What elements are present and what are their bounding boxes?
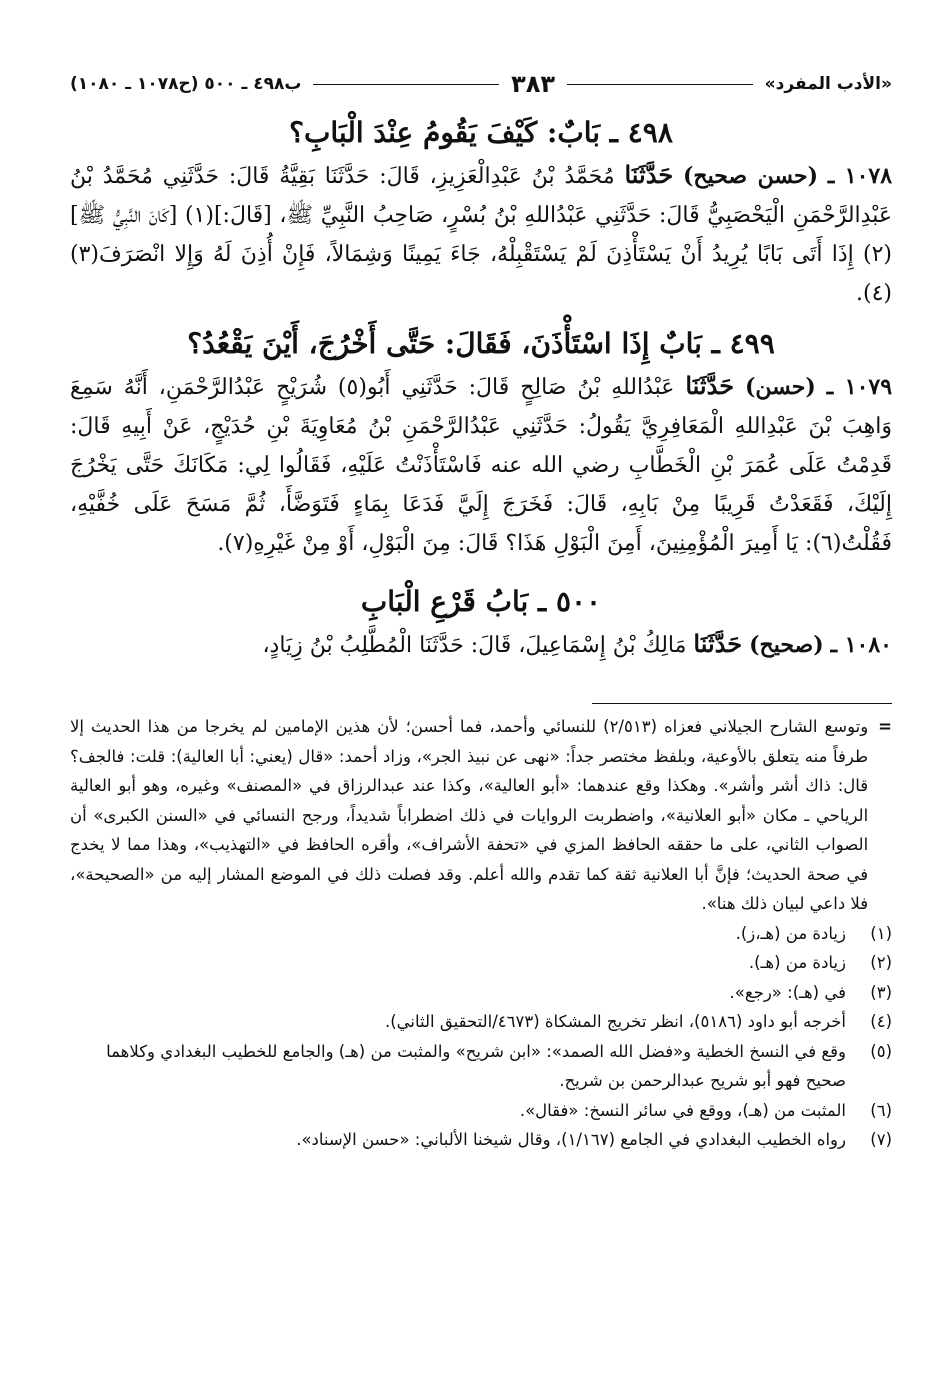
footnotes [70, 712, 892, 1155]
hadith-number: ١٠٧٩ ـ [826, 374, 893, 400]
footnote-item [70, 978, 892, 1008]
footnote-item [70, 948, 892, 978]
footnote-number: (٢) [870, 953, 892, 972]
footnote-text: في (هـ): «رجع». [729, 982, 846, 1002]
footnote-continuation [70, 712, 892, 919]
hadith-grade: (حسن صحيح) [682, 163, 818, 189]
footnote-text: زيادة من (هـ،ز). [735, 923, 846, 943]
hadith-text: مَالِكُ بْنُ إِسْمَاعِيلَ، قَالَ: حَدَّثَنَا الْمُطَّلِبُ بْنُ زِيَادٍ، [262, 633, 687, 658]
chapter-title: ٤٩٨ ـ بَابٌ: كَيْفَ يَقُومُ عِنْدَ الْبَابِ؟ [289, 116, 673, 149]
running-header [70, 66, 892, 102]
chapter-title: ٥٠٠ ـ بَابُ قَرْعِ الْبَابِ [360, 585, 602, 618]
footnote-text: زيادة من (هـ). [748, 953, 846, 972]
footnote-number: (٤) [870, 1012, 892, 1031]
hadith-number: ١٠٨٠ ـ [830, 632, 892, 658]
book-title: «الأدب المفرد» [764, 74, 892, 94]
hadith-grade: (صحيح) [749, 632, 824, 658]
footnote-number: (٣) [870, 982, 892, 1002]
haddathana-word: حَدَّثَنَا [624, 160, 674, 189]
footnote-item [70, 1096, 892, 1126]
chapter-title: ٤٩٩ ـ بَابٌ إِذَا اسْتَأْذَنَ، فَقَالَ: حَتَّى أَخْرُجَ، أَيْنَ يَقْعُدُ؟ [187, 327, 775, 360]
page-number: ٣٨٣ [511, 70, 556, 98]
footnote-separator-wrap [70, 685, 892, 704]
hadith-text: مُحَمَّدُ بْنُ عَبْدِالْعَزِيزِ، قَالَ: حَدَّثَنَا بَقِيَّةُ قَالَ: حَدَّثَنِي مُحَمَّدُ بْنُ عَبْدِالرَّحْمَنِ الْيَحْصَبِيُّ قَالَ: حَدَّثَنِي عَبْدُاللهِ بْنُ بُسْرٍ، صَاحِبُ النَّبِيِّ ﷺ، [قَالَ:](١) [كَانَ النَّبِيُّ ﷺ](٢) إِذَا أَتَى بَابًا يُرِيدُ أَنْ يَسْتَأْذِنَ لَمْ يَسْتَقْبِلْهُ، جَاءَ يَمِينًا وَشِمَالاً، فَإِنْ أُذِنَ لَهُ وَإِلا انْصَرَفَ(٣)(٤). [70, 164, 892, 306]
footnote-text: وقع في النسخ الخطية و«فضل الله الصمد»: «ابن شريح» والمثبت من (هـ) والجامع للخطيب البغدادي وكلاهما صحيح فهو أبو شريح عبدالرحمن بن شريح. [106, 1041, 846, 1090]
footnote-item [70, 1037, 892, 1096]
continuation-marker: = [878, 717, 892, 736]
footnote-text: أخرجه أبو داود (٥١٨٦)، انظر تخريج المشكاة (٤٦٧٣/التحقيق الثاني). [385, 1012, 846, 1031]
footnote-number: (١) [870, 923, 892, 943]
hadith-grade: (حسن) [744, 374, 816, 400]
hadith-text: عَبْدُاللهِ بْنُ صَالِحٍ قَالَ: حَدَّثَنِي أَبُو(٥) شُرَيْحٍ عَبْدُالرَّحْمَنِ، أَنَّهُ سَمِعَ وَاهِبَ بْنَ عَبْدِاللهِ الْمَعَافِرِيَّ يَقُولُ: حَدَّثَنِي عَبْدُالرَّحْمَنِ بْنُ مُعَاوِيَةَ بْنِ حُدَيْجٍ، عَنْ أَبِيهِ قَالَ: قَدِمْتُ عَلَى عُمَرَ بْنِ الْخَطَّابِ رضي الله عنه فَاسْتَأْذَنْتُ عَلَيْهِ، فَقَالُوا لِي: مَكَانَكَ حَتَّى يَخْرُجَ إِلَيْكَ، فَقَعَدْتُ قَرِيبًا مِنْ بَابِهِ، قَالَ: فَخَرَجَ إِلَيَّ فَدَعَا بِمَاءٍ فَتَوَضَّأَ، ثُمَّ مَسَحَ عَلَى خُفَّيْهِ، فَقُلْتُ(٦): يَا أَمِيرَ الْمُؤْمِنِينَ، أَمِنَ الْبَوْلِ هَذَا؟ قَالَ: مِنَ الْبَوْلِ، أَوْ مِنْ غَيْرِهِ(٧). [70, 375, 892, 556]
header-rule [567, 84, 753, 85]
haddathana-word: حَدَّثَنَا [685, 371, 735, 400]
footnote-item [70, 919, 892, 949]
footnote-item [70, 1007, 892, 1037]
hadith-number: ١٠٧٨ ـ [827, 163, 893, 189]
footnote-number: (٧) [870, 1130, 892, 1149]
hadith-paragraph [70, 624, 892, 665]
header-rule [313, 84, 499, 85]
hadith-paragraph [70, 155, 892, 313]
page-range: ب٤٩٨ ـ ٥٠٠ (ح١٠٧٨ ـ ١٠٨٠) [69, 74, 302, 94]
footnote-separator [592, 703, 892, 704]
footnote-number: (٦) [870, 1100, 892, 1120]
footnote-text: المثبت من (هـ)، ووقع في سائر النسخ: «فقال». [519, 1100, 846, 1120]
footnote-item [70, 1125, 892, 1155]
haddathana-word: حَدَّثَنَا [693, 629, 743, 658]
footnote-number: (٥) [870, 1041, 892, 1061]
book-page [70, 66, 892, 1336]
hadith-paragraph [70, 366, 892, 563]
continuation-text: وتوسع الشارح الجيلاني فعزاه (٢/٥١٣) للنسائي وأحمد، فما أحسن؛ لأن هذين الإمامين لم يخرجا من هذا الحديث إلا طرفاً منه يتعلق بالأوعية، وبلفظ مختصر جداً: «نهى عن نبيذ الجر»، وزاد أحمد: «قال (يعني: أبا العالية): قلت: فالجف؟ قال: ذاك أشر وأشر». وهكذا وقع عندهما: «أبو العالية»، وكذا عند عبدالرزاق في «المصنف» وغيره، وهو أبو العالية الرياحي ـ مكان «أبو العلانية»، واضطربت الروايات في ذلك اضطراباً شديداً، ورجح النسائي في «السنن الكبرى» أن الصواب الثاني، على ما حققه الحافظ المزي في «تحفة الأشراف»، وأقره الحافظ في «التهذيب»، وهذا مما لا يخدج في صحة الحديث؛ فإنَّ أبا العلانية ثقة كما تقدم والله أعلم. وقد فصلت ذلك في الموضع المشار إليه من «الصحيحة»، فلا داعي لبيان ذلك هنا». [70, 717, 869, 913]
footnote-text: رواه الخطيب البغدادي في الجامع (١/١٦٧)، وقال شيخنا الألباني: «حسن الإسناد». [296, 1130, 846, 1149]
